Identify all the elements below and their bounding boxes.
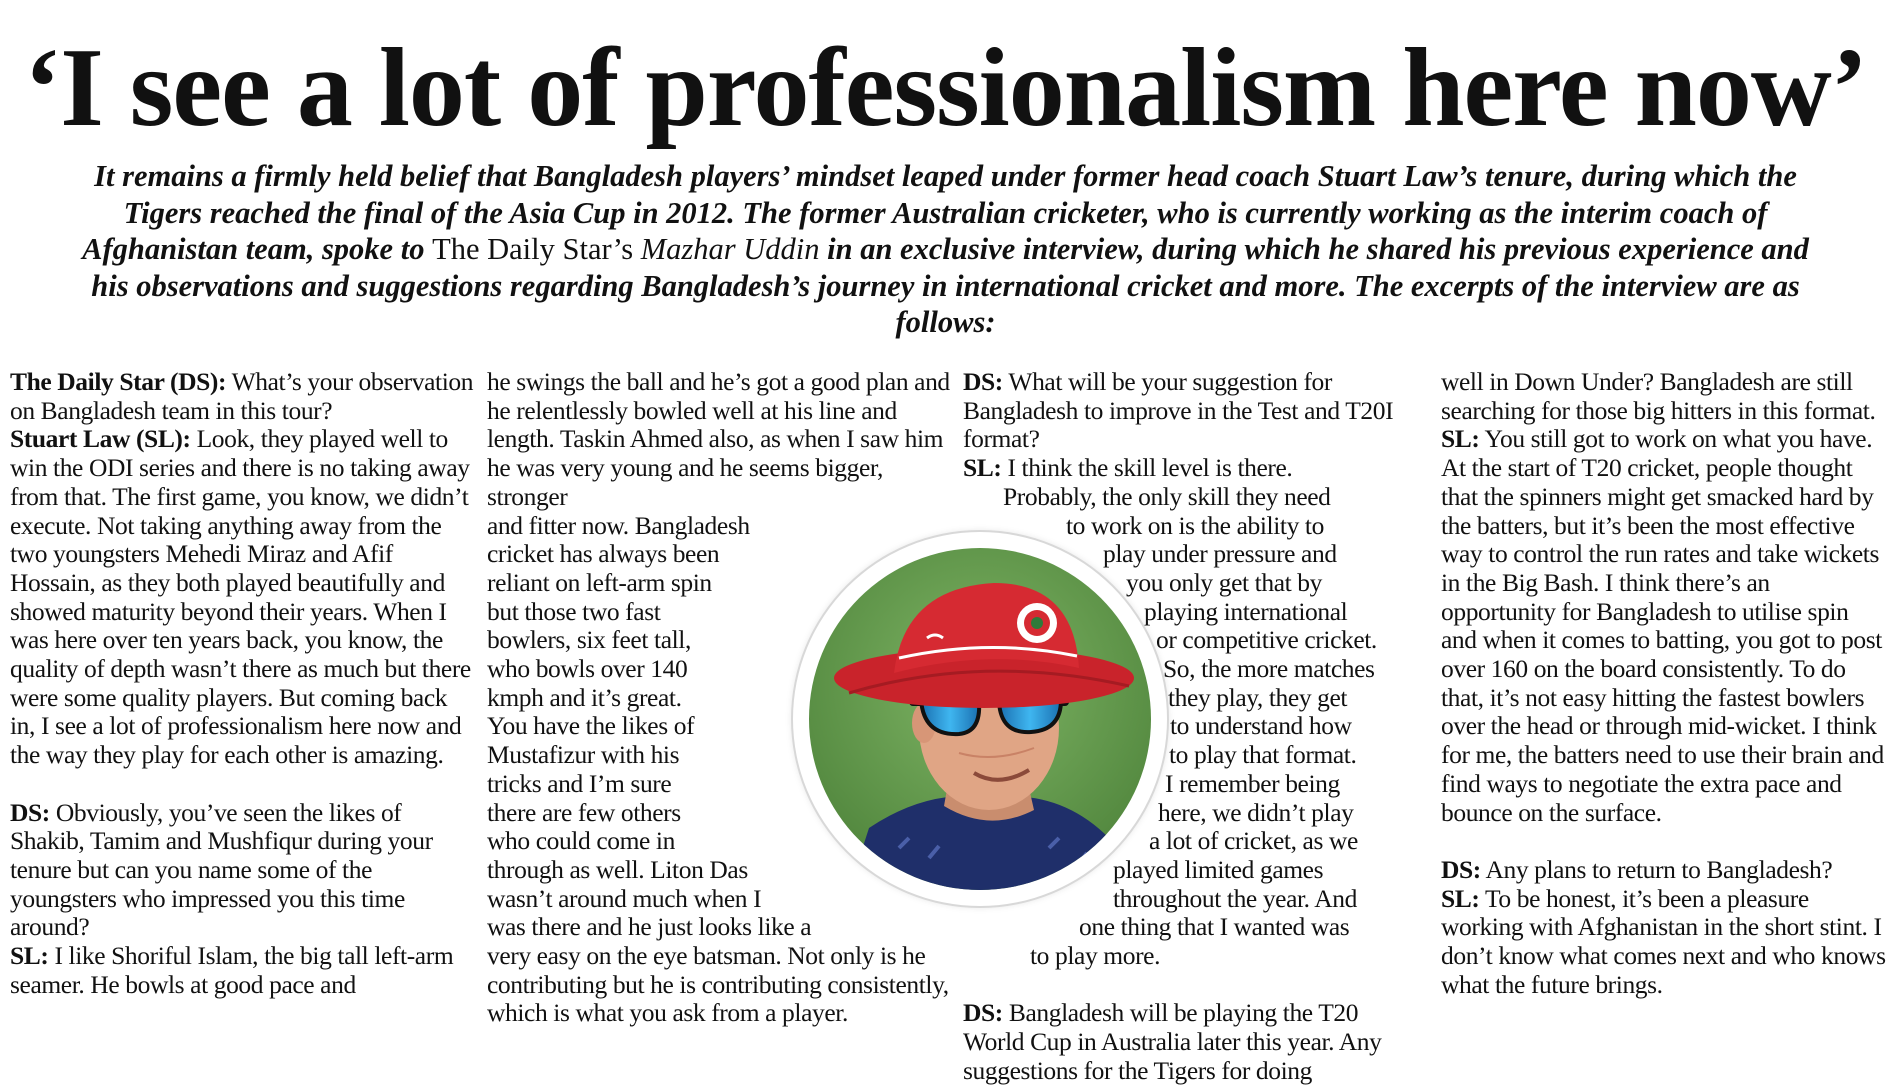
question-text: Any plans to return to Bangladesh? bbox=[1480, 854, 1833, 884]
article-column-1 bbox=[10, 368, 475, 999]
speaker-label: DS: bbox=[10, 797, 50, 827]
text-line: Probably, the only skill they need bbox=[1003, 481, 1331, 511]
article-column-4 bbox=[1441, 368, 1889, 999]
question-4 bbox=[963, 999, 1418, 1085]
text-line: to play more. bbox=[1030, 941, 1161, 971]
answer-4 bbox=[1441, 425, 1889, 827]
speaker-label: SL: bbox=[1441, 883, 1480, 913]
answer-2-end: very easy on the eye batsman. Not only is he contributing but he is contributing consistently, which is what you ask from a player. bbox=[487, 941, 949, 1028]
text-line: throughout the year. And bbox=[1113, 883, 1357, 913]
text-line: tricks and I’m sure bbox=[487, 768, 672, 798]
text-line: to play that format. bbox=[1169, 740, 1357, 770]
answer-text: I think the skill level is there. bbox=[1001, 453, 1293, 483]
text-line: cricket has always been bbox=[487, 539, 720, 569]
text-line: and fitter now. Bangladesh bbox=[487, 510, 750, 540]
text-line: reliant on left-arm spin bbox=[487, 567, 712, 597]
text-line: Mustafizur with his bbox=[487, 740, 680, 770]
text-line: So, the more matches bbox=[1163, 654, 1375, 684]
speaker-label: DS: bbox=[963, 367, 1003, 396]
speaker-label: DS: bbox=[963, 998, 1003, 1028]
question-text: What’s your observation on Bangladesh team in this tour? bbox=[10, 367, 474, 425]
intro-publication: The Daily Star’s bbox=[432, 232, 634, 267]
answer-text: You still got to work on what you have. At the start of T20 cricket, people thought that the spinners might get smacked hard by the batters, but it’s been the most effective way to control the run rates and take wickets in the Big Bash. I think there’s an opportunity for Bangladesh to utilise spin and when it comes to batting, you got to post over 160 on the board consistently. To do that, it’s not easy hitting the fastest bowlers over the head or through mid-wicket. I think for me, the batters need to use their brain and find ways to negotiate the extra pace and bounce on the surface. bbox=[1441, 424, 1884, 827]
text-line: I remember being bbox=[1165, 768, 1340, 798]
intro-author: Mazhar Uddin bbox=[633, 232, 820, 267]
question-5 bbox=[1441, 856, 1889, 885]
speaker-label: SL: bbox=[10, 941, 49, 971]
text-line: here, we didn’t play bbox=[1158, 797, 1354, 827]
speaker-label: Stuart Law (SL): bbox=[10, 424, 191, 454]
headline: ‘I see a lot of professionalism here now’ bbox=[23, 26, 1868, 150]
question-text: What will be your suggestion for Bangladesh to improve in the Test and T20I format? bbox=[963, 367, 1394, 454]
answer-1 bbox=[10, 425, 475, 769]
intro-part1: It remains a firmly held belief that Bangladesh players’ mindset leaped under former head coach Stuart Law’s tenure, during which the Tigers reached the final of the Asia Cup in 2012. The former Australian cricketer, who is currently working as the interim coach of Afghanistan team, spoke to bbox=[82, 159, 1797, 267]
text-line: played limited games bbox=[1113, 854, 1324, 884]
question-4-continued: well in Down Under? Bangladesh are still searching for those big hitters in this format. bbox=[1441, 367, 1876, 425]
text-line: a lot of cricket, as we bbox=[1149, 826, 1358, 856]
text-line: they play, they get bbox=[1168, 682, 1348, 712]
answer-text: I like Shoriful Islam, the big tall left-arm seamer. He bowls at good pace and bbox=[10, 941, 454, 999]
question-3 bbox=[963, 368, 1418, 454]
speaker-label: SL: bbox=[963, 453, 1002, 483]
question-text: Obviously, you’ve seen the likes of Shakib, Tamim and Mushfiqur during your tenure but can you name some of the youngsters who impressed you this time around? bbox=[10, 797, 433, 942]
text-line: to work on is the ability to bbox=[1066, 510, 1324, 540]
text-line: bowlers, six feet tall, bbox=[487, 625, 691, 655]
text-line: who could come in bbox=[487, 826, 675, 856]
speaker-label: DS: bbox=[1441, 854, 1481, 884]
intro-standfirst bbox=[60, 158, 1831, 341]
text-line: but those two fast bbox=[487, 596, 661, 626]
text-line: who bowls over 140 bbox=[487, 654, 688, 684]
question-2 bbox=[10, 799, 475, 943]
text-line: You have the likes of bbox=[487, 711, 695, 741]
speaker-label: SL: bbox=[1441, 424, 1480, 454]
text-line: to understand how bbox=[1170, 711, 1352, 741]
text-line: was there and he just looks like a bbox=[487, 912, 812, 942]
answer-2-continued: he swings the ball and he’s got a good plan and he relentlessly bowled well at his line and length. Taskin Ahmed also, as when I saw him he was very young and he seems bigger, stronger bbox=[487, 367, 950, 511]
answer-text: Look, they played well to win the ODI series and there is no taking away from that. The first game, you know, we didn’t execute. Not taking anything away from the two youngsters Mehedi Miraz and Afif Hossain, as they both played beautifully and showed maturity beyond their years. When I was here over ten years back, you know, the quality of depth wasn’t there as much but there were some quality players. But coming back in, I see a lot of professionalism here now and the way they play for each other is amazing. bbox=[10, 424, 471, 770]
text-line: there are few others bbox=[487, 797, 681, 827]
text-line: kmph and it’s great. bbox=[487, 682, 682, 712]
answer-3-first-line bbox=[963, 454, 1418, 483]
coach-portrait-image bbox=[809, 548, 1151, 890]
answer-text: To be honest, it’s been a pleasure working with Afghanistan in the short stint. I don’t know what comes next and who knows what the future brings. bbox=[1441, 883, 1886, 999]
portrait-illustration bbox=[809, 548, 1151, 890]
intro-part2: in an exclusive interview, during which he shared his previous experience and his observations and suggestions regarding Bangladesh’s journey in international cricket and more. The excerpts of the interview are as follows: bbox=[91, 232, 1809, 340]
answer-5 bbox=[1441, 885, 1889, 1000]
text-line: one thing that I wanted was bbox=[1079, 912, 1350, 942]
text-line: or competitive cricket. bbox=[1156, 625, 1377, 655]
text-line: wasn’t around much when I bbox=[487, 883, 762, 913]
text-line: through as well. Liton Das bbox=[487, 854, 748, 884]
coach-photo-frame bbox=[793, 532, 1167, 906]
answer-2 bbox=[10, 942, 475, 999]
question-text: Bangladesh will be playing the T20 World Cup in Australia later this year. Any suggestions for the Tigers for doing bbox=[963, 998, 1382, 1085]
text-line: playing international bbox=[1144, 596, 1348, 626]
text-line: play under pressure and bbox=[1103, 539, 1337, 569]
speaker-label: The Daily Star (DS): bbox=[10, 367, 227, 396]
text-line: you only get that by bbox=[1126, 567, 1322, 597]
question-1 bbox=[10, 368, 475, 425]
